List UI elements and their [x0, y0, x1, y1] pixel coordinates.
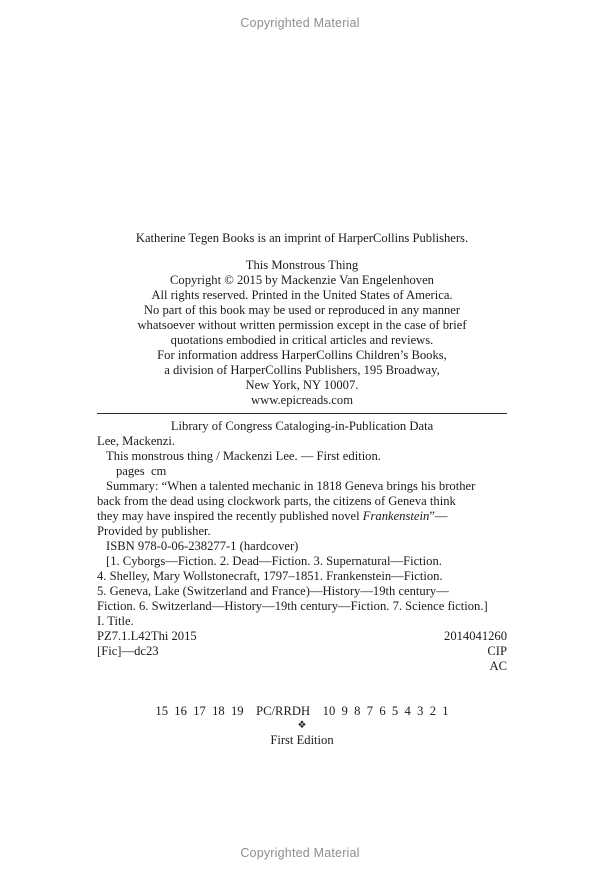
copyright-line-5: quotations embodied in critical articles and reviews. [170, 333, 434, 347]
copyrighted-material-watermark-top: Copyrighted Material [240, 16, 360, 30]
cip-summary-frankenstein-italic: Frankenstein [362, 509, 430, 523]
copyright-line-7: a division of HarperCollins Publishers, 195 Broadway, [164, 363, 440, 377]
cip-dewey-row [97, 644, 507, 659]
cip-heading: Library of Congress Cataloging-in-Publication Data [170, 419, 434, 433]
imprint-line: Katherine Tegen Books is an imprint of HarperCollins Publishers. [135, 231, 469, 245]
cip-subject-line-3: 5. Geneva, Lake (Switzerland and France)—History—19th century— [97, 584, 449, 598]
cip-title-statement: I. Title. [97, 614, 134, 628]
cip-summary-line-2: back from the dead using clockwork parts, the citizens of Geneva think [97, 494, 456, 508]
divider-rule [97, 413, 507, 414]
cip-ac-label: AC [489, 659, 507, 673]
cip-subject-line-1: [1. Cyborgs—Fiction. 2. Dead—Fiction. 3. Supernatural—Fiction. [106, 554, 442, 568]
copyright-line-4: whatsoever without written permission except in the case of brief [137, 318, 467, 332]
cip-summary-line-3-post: ”— [429, 509, 448, 523]
cip-summary-line-3 [97, 509, 507, 524]
cip-call-number: PZ7.1.L42Thi 2015 [97, 629, 197, 643]
cip-summary-line-3-pre: they may have inspired the recently published novel [97, 509, 363, 523]
cip-title-line: This monstrous thing / Mackenzi Lee. — First edition. [106, 449, 381, 463]
cip-block [97, 419, 507, 674]
fleuron-ornament-icon: ❖ [297, 720, 307, 731]
cip-ac-row [97, 659, 507, 674]
cip-summary-line-1: Summary: “When a talented mechanic in 1818 Geneva brings his brother [106, 479, 476, 493]
page-content [97, 231, 507, 748]
copyright-line-6: For information address HarperCollins Children’s Books, [157, 348, 447, 362]
edition-line: First Edition [270, 733, 334, 747]
cip-lccn: 2014041260 [444, 629, 507, 643]
cip-dewey-number: [Fic]—dc23 [97, 644, 159, 658]
cip-author-line: Lee, Mackenzi. [97, 434, 175, 448]
copyright-line-3: No part of this book may be used or reproduced in any manner [143, 303, 461, 317]
cip-isbn-line: ISBN 978-0-06-238277-1 (hardcover) [106, 539, 299, 553]
book-title: This Monstrous Thing [245, 258, 359, 272]
copyright-line-1: Copyright © 2015 by Mackenzie Van Engelenhoven [170, 273, 434, 287]
copyright-line-8: New York, NY 10007. [245, 378, 359, 392]
copyright-line-2: All rights reserved. Printed in the United States of America. [151, 288, 453, 302]
cip-pages-line: pages cm [116, 464, 167, 478]
copyright-block [97, 258, 507, 408]
copyrighted-material-watermark-bottom: Copyrighted Material [240, 846, 360, 860]
cip-cip-label: CIP [487, 644, 507, 658]
cip-summary-line-4: Provided by publisher. [97, 524, 211, 538]
cip-subject-line-2: 4. Shelley, Mary Wollstonecraft, 1797–1851. Frankenstein—Fiction. [97, 569, 443, 583]
cip-subject-line-4: Fiction. 6. Switzerland—History—19th century—Fiction. 7. Science fiction.] [97, 599, 488, 613]
publisher-website: www.epicreads.com [251, 393, 353, 407]
cip-callnumber-row [97, 629, 507, 644]
printing-number-line: 15 16 17 18 19 PC/RRDH 10 9 8 7 6 5 4 3 2 1 [155, 704, 449, 718]
